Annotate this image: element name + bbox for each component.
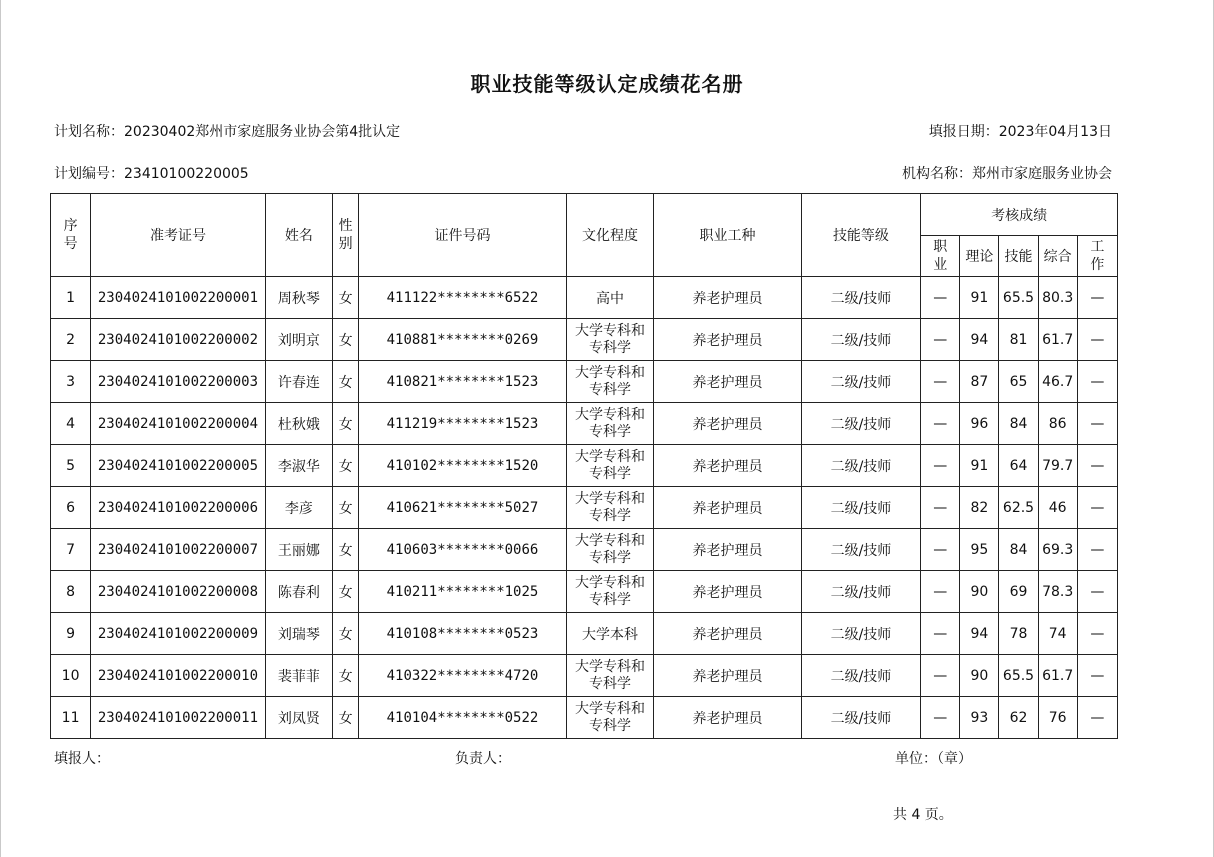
cell-exam-no: 2304024101002200006 (91, 487, 266, 529)
cell-seq: 1 (51, 277, 91, 319)
cell-score-total: 78.3 (1038, 571, 1077, 613)
cell-score-work: — (1077, 319, 1117, 361)
header-score-zhiye (921, 236, 960, 277)
cell-gender: 女 (333, 361, 359, 403)
fill-date-value: 2023年04月13日 (998, 124, 1112, 140)
cell-occupation: 养老护理员 (654, 529, 802, 571)
cell-gender: 女 (333, 529, 359, 571)
table-row (51, 487, 1118, 529)
cell-score-skill: 64 (999, 445, 1038, 487)
cell-seq: 3 (51, 361, 91, 403)
cell-score-zhiye: — (921, 697, 960, 739)
cell-exam-no: 2304024101002200007 (91, 529, 266, 571)
cell-id-no: 410108********0523 (359, 613, 567, 655)
cell-seq: 4 (51, 403, 91, 445)
cell-score-total: 74 (1038, 613, 1077, 655)
cell-id-no: 410621********5027 (359, 487, 567, 529)
cell-occupation: 养老护理员 (654, 571, 802, 613)
cell-skill-level: 二级/技师 (801, 655, 920, 697)
cell-education (566, 403, 653, 445)
plan-number-label: 计划编号： (54, 166, 124, 182)
cell-gender: 女 (333, 277, 359, 319)
cell-occupation: 养老护理员 (654, 445, 802, 487)
cell-name: 许春连 (265, 361, 332, 403)
cell-name: 裴菲菲 (265, 655, 332, 697)
cell-occupation: 养老护理员 (654, 403, 802, 445)
cell-seq: 9 (51, 613, 91, 655)
cell-id-no: 410821********1523 (359, 361, 567, 403)
cell-score-theory: 96 (960, 403, 999, 445)
cell-education: 高中 (566, 277, 653, 319)
cell-score-total: 86 (1038, 403, 1077, 445)
cell-gender: 女 (333, 319, 359, 361)
footer-responsible: 负责人： (455, 751, 511, 767)
header-skill-level: 技能等级 (801, 194, 920, 277)
table-row (51, 277, 1118, 319)
cell-score-work: — (1077, 613, 1117, 655)
cell-education (566, 487, 653, 529)
footer-unit-seal: 单位：（章） (895, 751, 972, 767)
header-score-zhiye-label: 职业 (933, 239, 948, 273)
cell-education (566, 655, 653, 697)
cell-exam-no: 2304024101002200010 (91, 655, 266, 697)
cell-education-text: 大学专科和专科学 (575, 364, 646, 398)
cell-score-zhiye: — (921, 361, 960, 403)
cell-score-zhiye: — (921, 487, 960, 529)
organization-value: 郑州市家庭服务业协会 (972, 166, 1112, 182)
cell-occupation: 养老护理员 (654, 613, 802, 655)
cell-education-text: 大学专科和专科学 (575, 406, 646, 440)
cell-occupation: 养老护理员 (654, 487, 802, 529)
cell-id-no: 410603********0066 (359, 529, 567, 571)
header-score-total: 综合 (1038, 236, 1077, 277)
cell-exam-no: 2304024101002200011 (91, 697, 266, 739)
cell-seq: 11 (51, 697, 91, 739)
cell-name: 刘凤贤 (265, 697, 332, 739)
plan-number (54, 163, 249, 183)
cell-seq: 5 (51, 445, 91, 487)
cell-seq: 2 (51, 319, 91, 361)
cell-skill-level: 二级/技师 (801, 487, 920, 529)
score-roster-table (50, 193, 1118, 739)
cell-seq: 8 (51, 571, 91, 613)
cell-occupation: 养老护理员 (654, 361, 802, 403)
cell-score-work: — (1077, 445, 1117, 487)
cell-gender: 女 (333, 697, 359, 739)
cell-score-skill: 69 (999, 571, 1038, 613)
cell-score-work: — (1077, 361, 1117, 403)
cell-skill-level: 二级/技师 (801, 697, 920, 739)
table-row (51, 655, 1118, 697)
plan-name-value: 20230402郑州市家庭服务业协会第4批认定 (124, 124, 401, 140)
cell-score-work: — (1077, 277, 1117, 319)
cell-score-skill: 78 (999, 613, 1038, 655)
cell-score-zhiye: — (921, 277, 960, 319)
cell-score-zhiye: — (921, 445, 960, 487)
table-row (51, 697, 1118, 739)
table-row (51, 571, 1118, 613)
footer-filler: 填报人： (54, 751, 110, 767)
cell-name: 李彦 (265, 487, 332, 529)
header-occupation: 职业工种 (654, 194, 802, 277)
page-left-border (0, 0, 1, 857)
cell-exam-no: 2304024101002200002 (91, 319, 266, 361)
cell-education-text: 大学专科和专科学 (575, 574, 646, 608)
cell-name: 李淑华 (265, 445, 332, 487)
cell-score-skill: 84 (999, 529, 1038, 571)
header-education: 文化程度 (566, 194, 653, 277)
cell-exam-no: 2304024101002200004 (91, 403, 266, 445)
cell-skill-level: 二级/技师 (801, 571, 920, 613)
cell-score-work: — (1077, 571, 1117, 613)
cell-score-skill: 84 (999, 403, 1038, 445)
cell-score-total: 46 (1038, 487, 1077, 529)
header-seq-label: 序号 (63, 218, 78, 252)
cell-score-total: 69.3 (1038, 529, 1077, 571)
cell-score-zhiye: — (921, 571, 960, 613)
header-score-skill: 技能 (999, 236, 1038, 277)
cell-education-text: 大学专科和专科学 (575, 448, 646, 482)
table-row (51, 403, 1118, 445)
cell-gender: 女 (333, 487, 359, 529)
cell-id-no: 410211********1025 (359, 571, 567, 613)
cell-name: 王丽娜 (265, 529, 332, 571)
cell-gender: 女 (333, 403, 359, 445)
roster-body (51, 277, 1118, 739)
cell-name: 陈春利 (265, 571, 332, 613)
cell-score-work: — (1077, 487, 1117, 529)
cell-score-skill: 81 (999, 319, 1038, 361)
cell-occupation: 养老护理员 (654, 319, 802, 361)
cell-score-zhiye: — (921, 655, 960, 697)
cell-score-theory: 91 (960, 445, 999, 487)
cell-seq: 6 (51, 487, 91, 529)
cell-name: 周秋琴 (265, 277, 332, 319)
cell-education (566, 445, 653, 487)
table-row (51, 529, 1118, 571)
cell-gender: 女 (333, 445, 359, 487)
cell-education: 大学本科 (566, 613, 653, 655)
header-score-work-label: 工作 (1090, 239, 1105, 273)
plan-name (54, 121, 400, 141)
header-score-theory: 理论 (960, 236, 999, 277)
cell-score-work: — (1077, 529, 1117, 571)
header-score-work (1077, 236, 1117, 277)
cell-score-zhiye: — (921, 319, 960, 361)
cell-name: 杜秋娥 (265, 403, 332, 445)
cell-skill-level: 二级/技师 (801, 319, 920, 361)
cell-score-skill: 62 (999, 697, 1038, 739)
cell-occupation: 养老护理员 (654, 277, 802, 319)
table-row (51, 445, 1118, 487)
cell-skill-level: 二级/技师 (801, 361, 920, 403)
cell-score-total: 46.7 (1038, 361, 1077, 403)
cell-education-text: 大学专科和专科学 (575, 490, 646, 524)
cell-skill-level: 二级/技师 (801, 277, 920, 319)
cell-score-work: — (1077, 403, 1117, 445)
table-row (51, 361, 1118, 403)
cell-gender: 女 (333, 571, 359, 613)
fill-date (929, 121, 1112, 141)
table-row (51, 613, 1118, 655)
cell-skill-level: 二级/技师 (801, 445, 920, 487)
cell-score-theory: 91 (960, 277, 999, 319)
organization-label: 机构名称： (902, 166, 972, 182)
cell-occupation: 养老护理员 (654, 697, 802, 739)
cell-score-theory: 93 (960, 697, 999, 739)
cell-score-zhiye: — (921, 403, 960, 445)
cell-score-theory: 82 (960, 487, 999, 529)
page-title: 职业技能等级认定成绩花名册 (470, 72, 744, 96)
header-name: 姓名 (265, 194, 332, 277)
cell-id-no: 410322********4720 (359, 655, 567, 697)
cell-score-theory: 94 (960, 319, 999, 361)
cell-exam-no: 2304024101002200001 (91, 277, 266, 319)
cell-score-total: 79.7 (1038, 445, 1077, 487)
cell-score-skill: 65 (999, 361, 1038, 403)
header-gender (333, 194, 359, 277)
cell-education-text: 大学专科和专科学 (575, 322, 646, 356)
cell-id-no: 411219********1523 (359, 403, 567, 445)
fill-date-label: 填报日期： (928, 124, 999, 140)
cell-education (566, 361, 653, 403)
cell-score-work: — (1077, 697, 1117, 739)
cell-score-total: 76 (1038, 697, 1077, 739)
footer-page-count: 共 4 页。 (893, 807, 953, 823)
header-scores-group: 考核成绩 (921, 194, 1118, 236)
cell-education-text: 大学专科和专科学 (575, 700, 646, 734)
cell-score-total: 80.3 (1038, 277, 1077, 319)
cell-skill-level: 二级/技师 (801, 529, 920, 571)
cell-score-skill: 65.5 (999, 655, 1038, 697)
cell-skill-level: 二级/技师 (801, 403, 920, 445)
cell-education (566, 697, 653, 739)
cell-score-theory: 95 (960, 529, 999, 571)
cell-id-no: 411122********6522 (359, 277, 567, 319)
plan-name-label: 计划名称： (54, 124, 124, 140)
cell-id-no: 410102********1520 (359, 445, 567, 487)
table-row (51, 319, 1118, 361)
cell-education-text: 大学专科和专科学 (575, 658, 646, 692)
cell-gender: 女 (333, 655, 359, 697)
cell-score-total: 61.7 (1038, 319, 1077, 361)
cell-exam-no: 2304024101002200005 (91, 445, 266, 487)
cell-occupation: 养老护理员 (654, 655, 802, 697)
organization (902, 163, 1112, 183)
cell-score-total: 61.7 (1038, 655, 1077, 697)
header-exam-no: 准考证号 (91, 194, 266, 277)
cell-gender: 女 (333, 613, 359, 655)
cell-skill-level: 二级/技师 (801, 613, 920, 655)
header-seq (51, 194, 91, 277)
cell-score-zhiye: — (921, 529, 960, 571)
cell-score-zhiye: — (921, 613, 960, 655)
cell-score-theory: 94 (960, 613, 999, 655)
cell-id-no: 410104********0522 (359, 697, 567, 739)
cell-education (566, 571, 653, 613)
header-gender-label: 性别 (338, 218, 353, 252)
cell-education (566, 529, 653, 571)
cell-score-theory: 90 (960, 655, 999, 697)
cell-score-work: — (1077, 655, 1117, 697)
cell-exam-no: 2304024101002200003 (91, 361, 266, 403)
cell-education-text: 大学专科和专科学 (575, 532, 646, 566)
header-id-no: 证件号码 (359, 194, 567, 277)
cell-score-theory: 90 (960, 571, 999, 613)
cell-exam-no: 2304024101002200009 (91, 613, 266, 655)
cell-seq: 7 (51, 529, 91, 571)
cell-name: 刘瑞琴 (265, 613, 332, 655)
cell-score-theory: 87 (960, 361, 999, 403)
cell-score-skill: 65.5 (999, 277, 1038, 319)
cell-education (566, 319, 653, 361)
plan-number-value: 23410100220005 (124, 166, 249, 182)
cell-score-skill: 62.5 (999, 487, 1038, 529)
cell-id-no: 410881********0269 (359, 319, 567, 361)
cell-seq: 10 (51, 655, 91, 697)
cell-name: 刘明京 (265, 319, 332, 361)
cell-exam-no: 2304024101002200008 (91, 571, 266, 613)
